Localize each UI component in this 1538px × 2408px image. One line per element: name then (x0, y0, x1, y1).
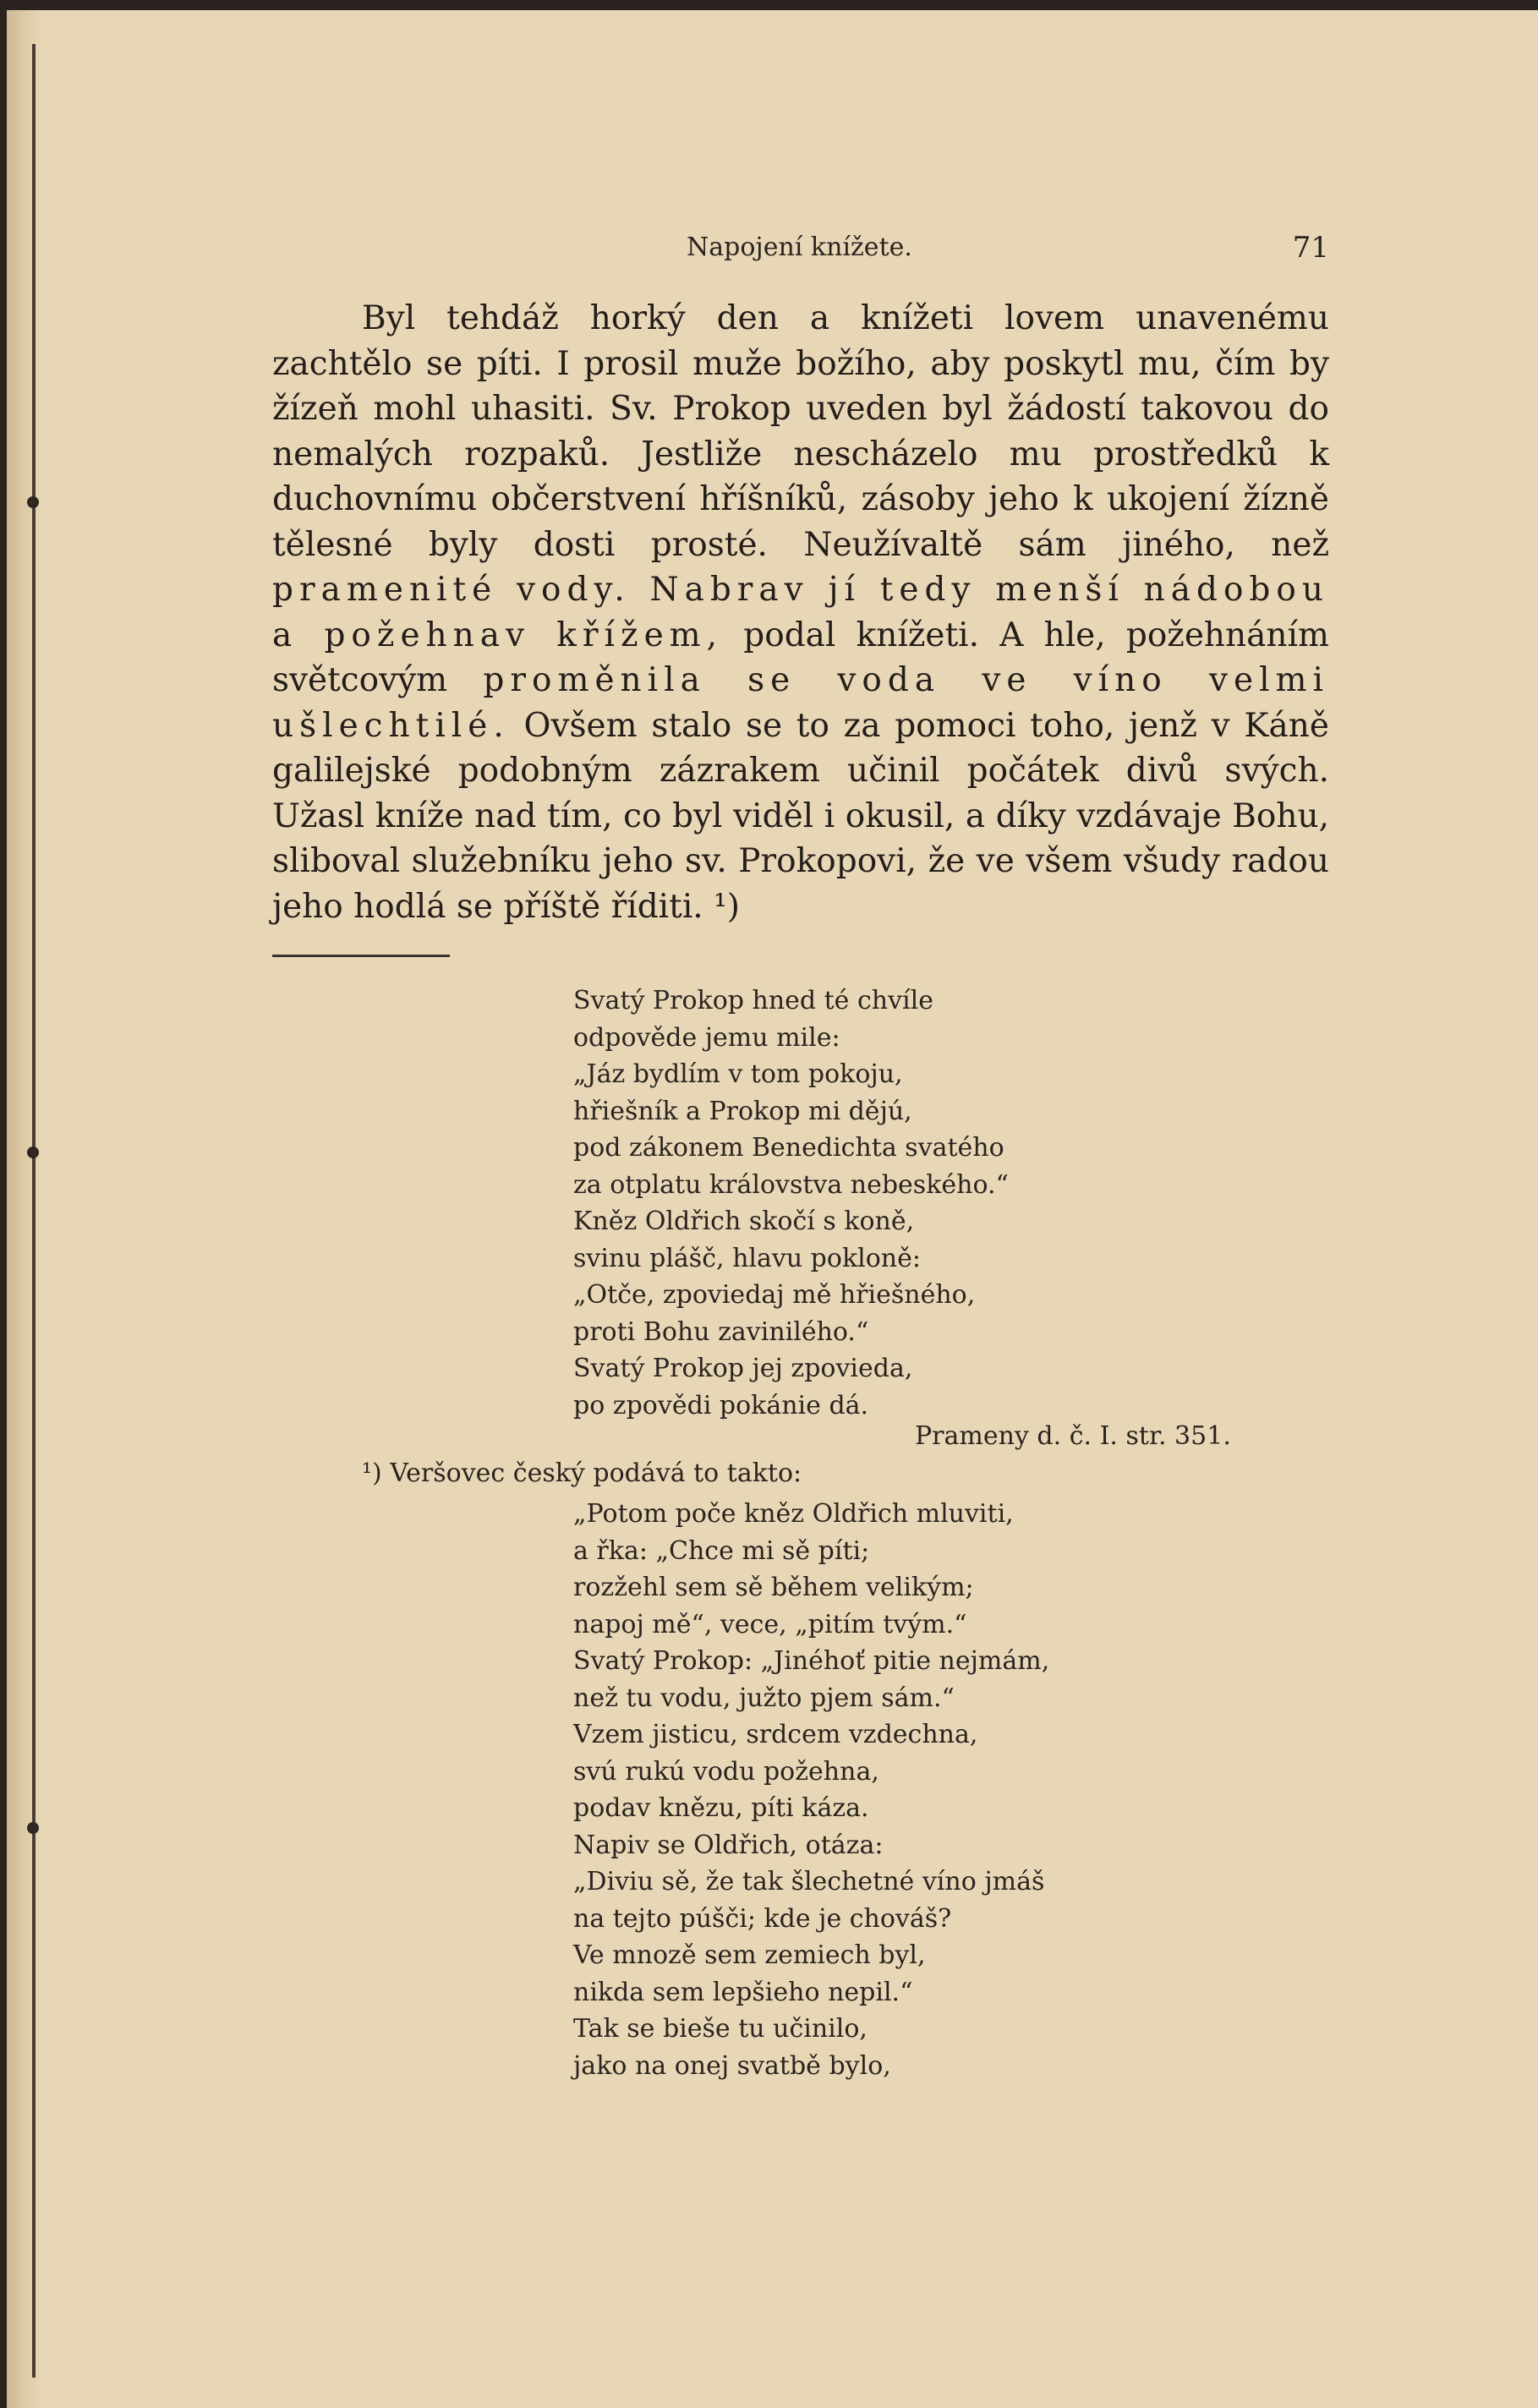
page-header (272, 226, 1329, 276)
verse-line: svinu plášč, hlavu pokloně: (573, 1243, 921, 1273)
paragraph (272, 296, 1329, 929)
verse-line: za otplatu královstva nebeského.“ (573, 1169, 1009, 1200)
spaced-text: proměnila se voda ve víno velmi ušlechtilé. (272, 661, 1329, 745)
verse-line: podav knězu, píti káza. (573, 1793, 869, 1823)
verse-line: Svatý Prokop jej zpovieda, (573, 1354, 913, 1383)
binding-line (32, 44, 36, 2378)
verse-line: po zpovědi pokánie dá. (573, 1390, 869, 1420)
binding-mark (27, 496, 39, 508)
verse-line: proti Bohu zavinilého.“ (573, 1316, 869, 1347)
verse-line: odpověde jemu mile: (573, 1022, 840, 1053)
verse-line: „Jáz bydlím v tom pokoju, (573, 1059, 903, 1089)
verse-line: Svatý Prokop hned té chvíle (573, 986, 933, 1015)
binding-mark (27, 1822, 39, 1834)
text-run: podal knížeti. A hle, požehnáním světcovým (272, 616, 1329, 699)
verse-line: Kněz Oldřich skočí s koně, (573, 1207, 915, 1236)
verse-line: Svatý Prokop: „Jinéhoť pitie nejmám, (573, 1646, 1050, 1676)
verse-line: „Diviu sě, že tak šlechetné víno jmáš (573, 1867, 1045, 1896)
book-page (7, 10, 1538, 2408)
source-citation: Prameny d. č. I. str. 351. (915, 1421, 1231, 1451)
text-run: Byl tehdáž horký den a knížeti lovem unavenému zachtělo se píti. I prosil muže božího, aby poskytl mu, čím by žízeň mohl uhasiti. Sv. Prokop uveden byl žádostí takovou do nemalých rozpaků. Jestliže nescházelo mu prostředků k duchovnímu občerstvení hříšníků, zásoby jeho k ukojení žízně tělesné byly dosti prosté. Neužívaltě sám jiného, než (272, 299, 1329, 564)
binding-mark (27, 1147, 39, 1158)
verse-line: hřiešník a Prokop mi dějú, (573, 1096, 912, 1126)
verse-line: „Otče, zpoviedaj mě hřiešného, (573, 1280, 976, 1310)
footnote-marker: ¹) (714, 887, 740, 926)
footnote-intro: ¹) Veršovec český podává to takto: (362, 1458, 802, 1488)
verse-line: Tak se bieše tu učinilo, (573, 2014, 868, 2044)
verse-line: a řka: „Chce mi sě píti; (573, 1535, 870, 1566)
verse-line: Napiv se Oldřich, otáza: (573, 1830, 884, 1860)
verse-line: jako na onej svatbě bylo, (573, 2050, 891, 2081)
verse-line: pod zákonem Benedichta svatého (573, 1133, 1004, 1163)
verse-line: nikda sem lepšieho nepil.“ (573, 1977, 913, 2007)
verse-line: než tu vodu, južto pjem sám.“ (573, 1683, 955, 1713)
verse-line: „Potom poče kněz Oldřich mluviti, (573, 1499, 1014, 1529)
page-binding-edge (7, 10, 42, 2408)
verse-quote-2 (573, 1496, 1049, 2084)
verse-quote-1 (573, 982, 1009, 1424)
main-paragraph (272, 296, 1329, 929)
text-run: Ovšem stalo se to za pomoci toho, jenž v Káně galilejské podobným zázrakem učinil počátek divů svých. Užasl kníže nad tím, co byl viděl i okusil, a díky vzdávaje Bohu, sliboval služebníku jeho sv. Prokopovi, že ve všem všudy radou jeho hodlá se příště říditi. (272, 706, 1329, 926)
page-number: 71 (1292, 231, 1329, 265)
spaced-text: pramenité vody. Nabrav jí tedy menší nádobou a požehnav křížem, (272, 571, 1329, 654)
verse-line: napoj mě“, vece, „pitím tvým.“ (573, 1609, 967, 1639)
footnote-rule (272, 955, 450, 957)
verse-line: Ve mnozě sem zemiech byl, (573, 1940, 926, 1970)
verse-line: Vzem jisticu, srdcem vzdechna, (573, 1720, 978, 1749)
running-head: Napojení knížete. (687, 233, 912, 262)
verse-line: svú rukú vodu požehna, (573, 1756, 879, 1787)
verse-line: rozžehl sem sě během velikým; (573, 1573, 974, 1602)
verse-line: na tejto púšči; kde je chováš? (573, 1903, 952, 1934)
